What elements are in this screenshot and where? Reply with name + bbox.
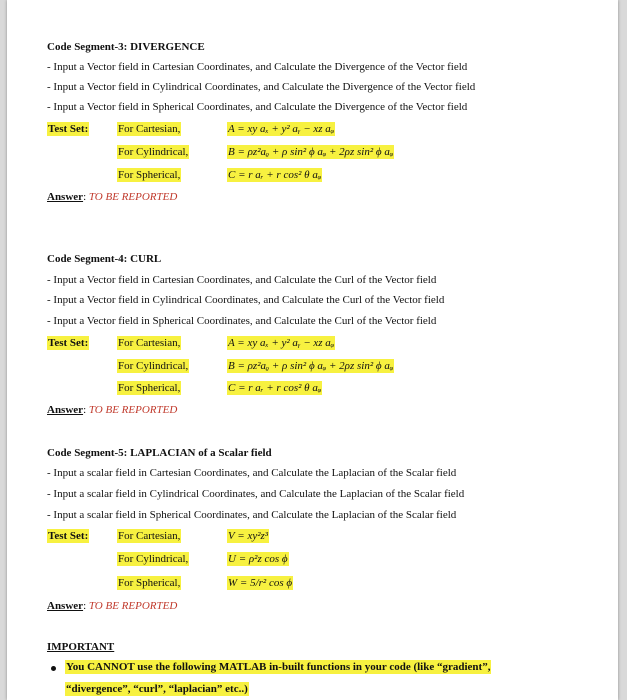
segment-3-test-coord-2: For Cylindrical, bbox=[118, 146, 189, 158]
segment-4-answer-label: Answer bbox=[47, 404, 84, 416]
segment-3-answer-value: TO BE REPORTED bbox=[88, 191, 178, 203]
segment-3-answer: Answer: TO BE REPORTED bbox=[47, 191, 178, 203]
segment-5-item-3: - Input a scalar field in Spherical Coordinates, and Calculate the Laplacian of the Scalar field bbox=[47, 509, 457, 521]
segment-5-test-coord-2: For Cylindrical, bbox=[118, 553, 189, 565]
segment-3-test-expr-1: A = xy aₓ + y² aᵧ − xz aᵩ bbox=[228, 123, 335, 135]
important-title: IMPORTANT bbox=[47, 641, 115, 653]
segment-5-heading: Code Segment-5: LAPLACIAN of a Scalar field bbox=[47, 447, 272, 459]
segment-3-test-expr-3: C = r aᵣ + r cos² θ aᵩ bbox=[228, 169, 322, 181]
segment-5-test-expr-1: V = xy²z³ bbox=[228, 530, 269, 542]
segment-3-test-label: Test Set: bbox=[48, 123, 89, 135]
segment-3-answer-label: Answer bbox=[47, 191, 84, 203]
segment-4-test-coord-3: For Spherical, bbox=[118, 382, 181, 394]
segment-3-item-1: - Input a Vector field in Cartesian Coordinates, and Calculate the Divergence of the Vector field bbox=[47, 61, 468, 73]
segment-5-answer: Answer: TO BE REPORTED bbox=[47, 600, 178, 612]
segment-5-item-2: - Input a scalar field in Cylindrical Coordinates, and Calculate the Laplacian of the Scalar field bbox=[47, 488, 465, 500]
segment-4-answer-value: TO BE REPORTED bbox=[88, 404, 178, 416]
segment-5-item-1: - Input a scalar field in Cartesian Coordinates, and Calculate the Laplacian of the Scalar field bbox=[47, 467, 457, 479]
segment-3-item-2: - Input a Vector field in Cylindrical Coordinates, and Calculate the Divergence of the Vector field bbox=[47, 81, 476, 93]
segment-3-test-expr-2: B = ρz²aᵨ + ρ sin² ϕ aᵩ + 2ρz sin² ϕ aᵩ bbox=[228, 146, 394, 158]
segment-3-heading: Code Segment-3: DIVERGENCE bbox=[47, 41, 205, 53]
segment-4-heading: Code Segment-4: CURL bbox=[47, 253, 162, 265]
segment-4-test-label: Test Set: bbox=[48, 337, 89, 349]
segment-4-test-expr-2: B = ρz²aᵨ + ρ sin² ϕ aᵩ + 2ρz sin² ϕ aᵩ bbox=[228, 360, 394, 372]
segment-4-test-expr-1: A = xy aₓ + y² aᵧ − xz aᵩ bbox=[228, 337, 335, 349]
segment-4-answer: Answer: TO BE REPORTED bbox=[47, 404, 178, 416]
important-note-line-1: You CANNOT use the following MATLAB in-built functions in your code (like “gradient”, bbox=[66, 661, 491, 673]
bullet-icon bbox=[51, 666, 56, 671]
segment-4-test-coord-2: For Cylindrical, bbox=[118, 360, 189, 372]
segment-4-test-coord-1: For Cartesian, bbox=[118, 337, 181, 349]
segment-3-test-coord-3: For Spherical, bbox=[118, 169, 181, 181]
segment-4-test-expr-3: C = r aᵣ + r cos² θ aᵩ bbox=[228, 382, 322, 394]
segment-3-test-coord-1: For Cartesian, bbox=[118, 123, 181, 135]
segment-5-answer-label: Answer bbox=[47, 600, 84, 612]
segment-4-item-2: - Input a Vector field in Cylindrical Coordinates, and Calculate the Curl of the Vector field bbox=[47, 294, 445, 306]
segment-3-item-3: - Input a Vector field in Spherical Coordinates, and Calculate the Divergence of the Vector field bbox=[47, 101, 468, 113]
segment-5-test-expr-3: W = 5/r² cos ϕ bbox=[228, 577, 293, 589]
segment-5-test-coord-1: For Cartesian, bbox=[118, 530, 181, 542]
segment-4-item-1: - Input a Vector field in Cartesian Coordinates, and Calculate the Curl of the Vector field bbox=[47, 274, 437, 286]
segment-5-answer-value: TO BE REPORTED bbox=[88, 600, 178, 612]
segment-5-test-expr-2: U = ρ²z cos ϕ bbox=[228, 553, 288, 565]
document-page bbox=[7, 0, 618, 700]
important-note-line-2: “divergence”, “curl”, “laplacian” etc..) bbox=[66, 683, 248, 695]
segment-5-test-coord-3: For Spherical, bbox=[118, 577, 181, 589]
segment-4-item-3: - Input a Vector field in Spherical Coordinates, and Calculate the Curl of the Vector field bbox=[47, 315, 437, 327]
segment-5-test-label: Test Set: bbox=[48, 530, 89, 542]
